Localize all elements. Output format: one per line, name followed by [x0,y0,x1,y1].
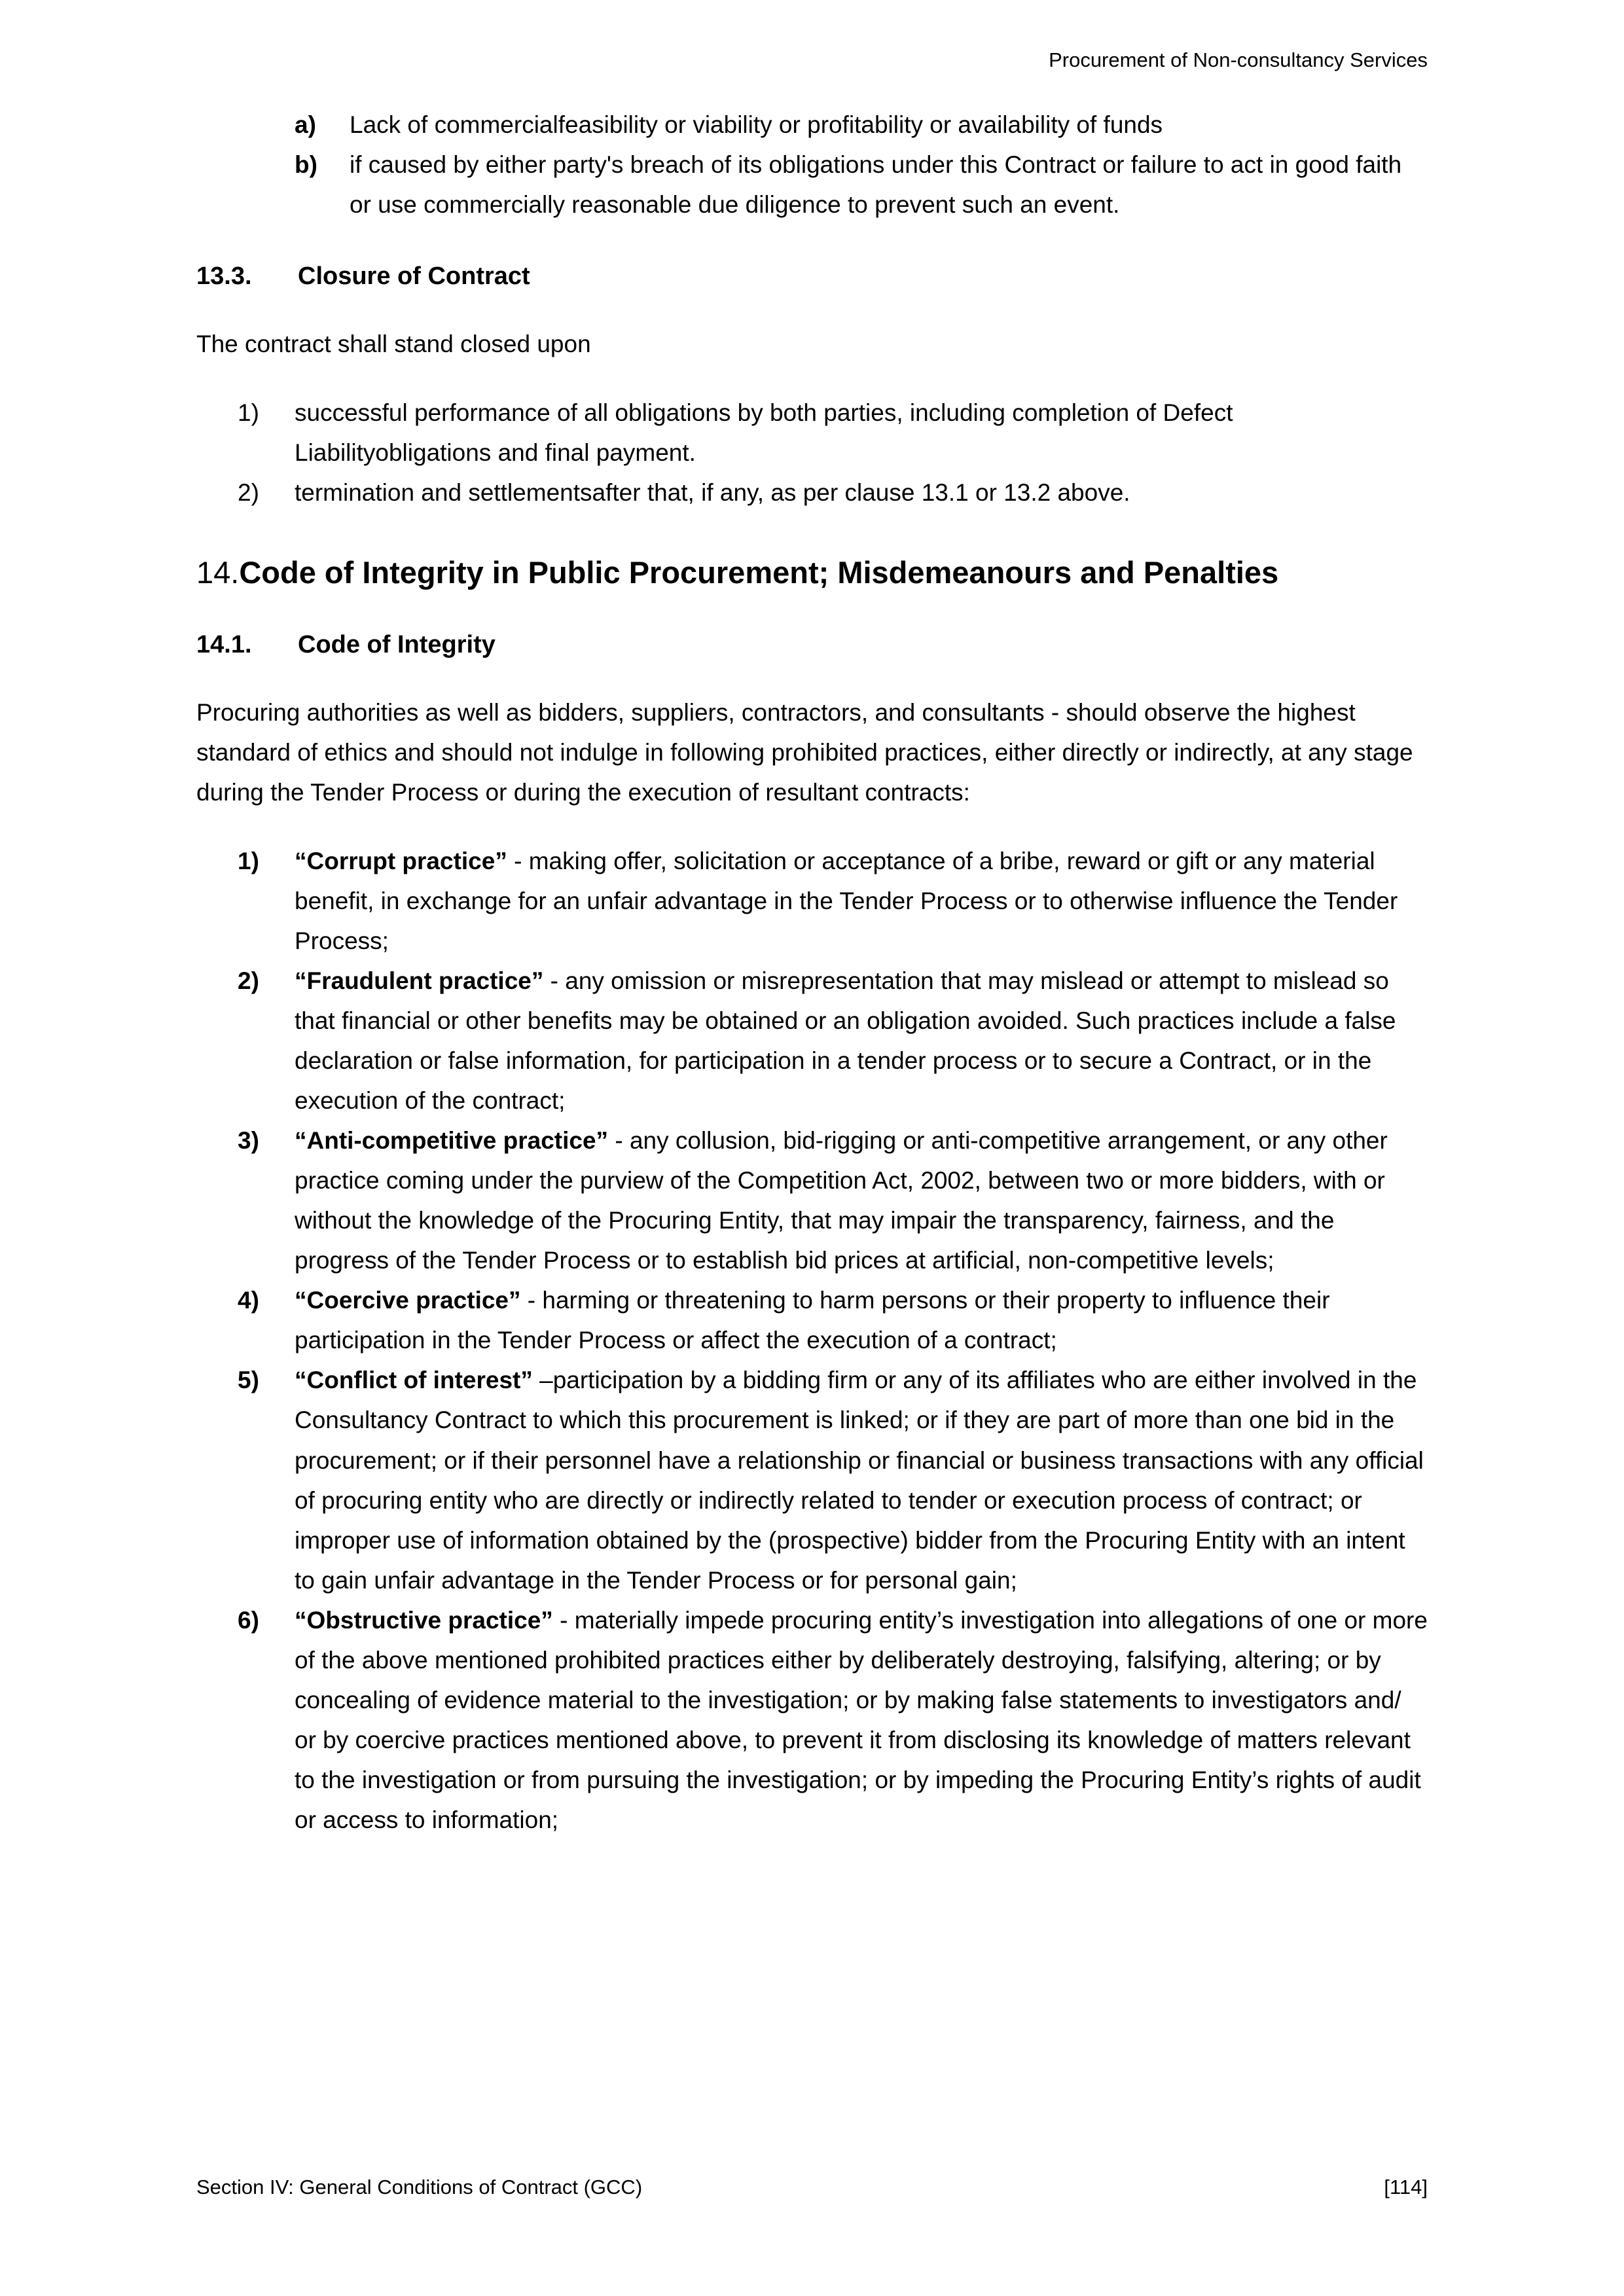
document-content [0,73,1624,1840]
list-item-text [295,1600,1428,1840]
practice-term: “Obstructive practice” [295,1606,553,1634]
page-header-text: Procurement of Non-consultancy Services [1049,48,1428,71]
page-header [0,0,1624,73]
list-item-text [295,1280,1428,1360]
page-footer [196,2174,1428,2200]
list-marker: 2) [238,478,259,506]
heading-closure-of-contract [196,260,1428,293]
list-item [238,393,1428,473]
practice-definition: - any collusion, bid-rigging or anti-competitive arrangement, or any other practice coming under the purview of the Competition Act, 2002, between two or more bidders, with or without the knowledge of the Procuring Entity, that may impair the transparency, fairness, and the progress of the Tender Process or to establish bid prices at artificial, non-competitive levels; [295,1127,1388,1274]
list-item-text: Lack of commercialfeasibility or viability or profitability or availability of funds [350,111,1163,139]
integrity-intro-paragraph: Procuring authorities as well as bidders, suppliers, contractors, and consultants - should observe the highest standard of ethics and should not indulge in following prohibited practices, either directly or indirectly, at any stage during the Tender Process or during the execution of resultant contracts: [196,698,1413,806]
list-item-text [295,1121,1428,1280]
practice-definition: - materially impede procuring entity’s investigation into allegations of one or more of the above mentioned prohibited practices either by deliberately destroying, falsifying, altering; or by concealing of evidence material to the investigation; or by making false statements to investigators and/ or by coercive practices mentioned above, to prevent it from disclosing its knowledge of matters relevant to the investigation or from pursuing the investigation; or by impeding the Procuring Entity’s rights of audit or access to information; [295,1606,1428,1833]
footer-section-label: Section IV: General Conditions of Contract (GCC) [196,2176,643,2198]
list-item-text [295,841,1428,961]
practice-term: “Conflict of interest” [295,1367,533,1394]
footer-page-number: [114] [1384,2176,1428,2198]
practice-term: “Coercive practice” [295,1287,521,1314]
heading-code-of-integrity [196,552,1428,593]
list-item-text: if caused by either party's breach of its obligations under this Contract or failure to act in good faith or use commercially reasonable due diligence to prevent such an event. [350,151,1402,219]
termination-exceptions-list [295,105,1428,224]
list-marker: 3) [238,1127,259,1155]
practice-term: “Fraudulent practice” [295,967,544,994]
heading-title: Code of Integrity [298,631,496,659]
list-marker: 6) [238,1606,259,1634]
list-item [238,473,1428,512]
heading-number: 13.3. [196,262,252,291]
list-item [238,1600,1428,1840]
practice-term: “Anti-competitive practice” [295,1127,609,1155]
list-item [238,841,1428,961]
list-item [238,1121,1428,1280]
list-item [238,1360,1428,1600]
practice-definition: - harming or threatening to harm persons or their property to influence their participation in the Tender Process or affect the execution of a contract; [295,1287,1330,1354]
list-marker: 1) [238,399,259,426]
practice-definition: - any omission or misrepresentation that may mislead or attempt to mislead so that financial or other benefits may be obtained or an obligation avoided. Such practices include a false declaration or false information, for participation in a tender process or to secure a Contract, or in the execution of the contract; [295,967,1396,1115]
list-item-text [295,1360,1428,1600]
list-marker: a) [295,111,316,139]
list-item-text: termination and settlementsafter that, if any, as per clause 13.1 or 13.2 above. [295,478,1130,506]
list-item [295,145,1428,224]
heading-title: Closure of Contract [298,262,530,291]
practice-definition: - making offer, solicitation or acceptance of a bribe, reward or gift or any material benefit, in exchange for an unfair advantage in the Tender Process or to otherwise influence the Tender Process; [295,847,1398,954]
closure-intro-paragraph: The contract shall stand closed upon [196,330,591,357]
closure-conditions-list [238,393,1428,512]
list-marker: b) [295,151,317,179]
list-marker: 5) [238,1367,259,1394]
practice-definition: –participation by a bidding firm or any of its affiliates who are either involved in the Consultancy Contract to which this procurement is linked; or if they are part of more than one bid in the procurement; or if their personnel have a relationship or financial or business transactions with any official of procuring entity who are directly or indirectly related to tender or execution process of contract; or improper use of information obtained by the (prospective) bidder from the Procuring Entity with an intent to gain unfair advantage in the Tender Process or for personal gain; [295,1367,1424,1594]
list-marker: 1) [238,847,259,874]
list-marker: 4) [238,1287,259,1314]
list-item [238,1280,1428,1360]
heading-number: 14.1. [196,631,252,659]
practice-term: “Corrupt practice” [295,847,507,874]
prohibited-practices-list [238,841,1428,1840]
list-item-text: successful performance of all obligations by both parties, including completion of Defect Liabilityobligations and final payment. [295,399,1233,466]
heading-number: 14. [196,554,240,590]
list-item-text [295,961,1428,1121]
heading-code-of-integrity-sub [196,628,1428,662]
heading-title: Code of Integrity in Public Procurement; Misdemeanours and Penalties [239,554,1279,590]
list-item [295,105,1428,145]
list-marker: 2) [238,967,259,994]
list-item [238,961,1428,1121]
